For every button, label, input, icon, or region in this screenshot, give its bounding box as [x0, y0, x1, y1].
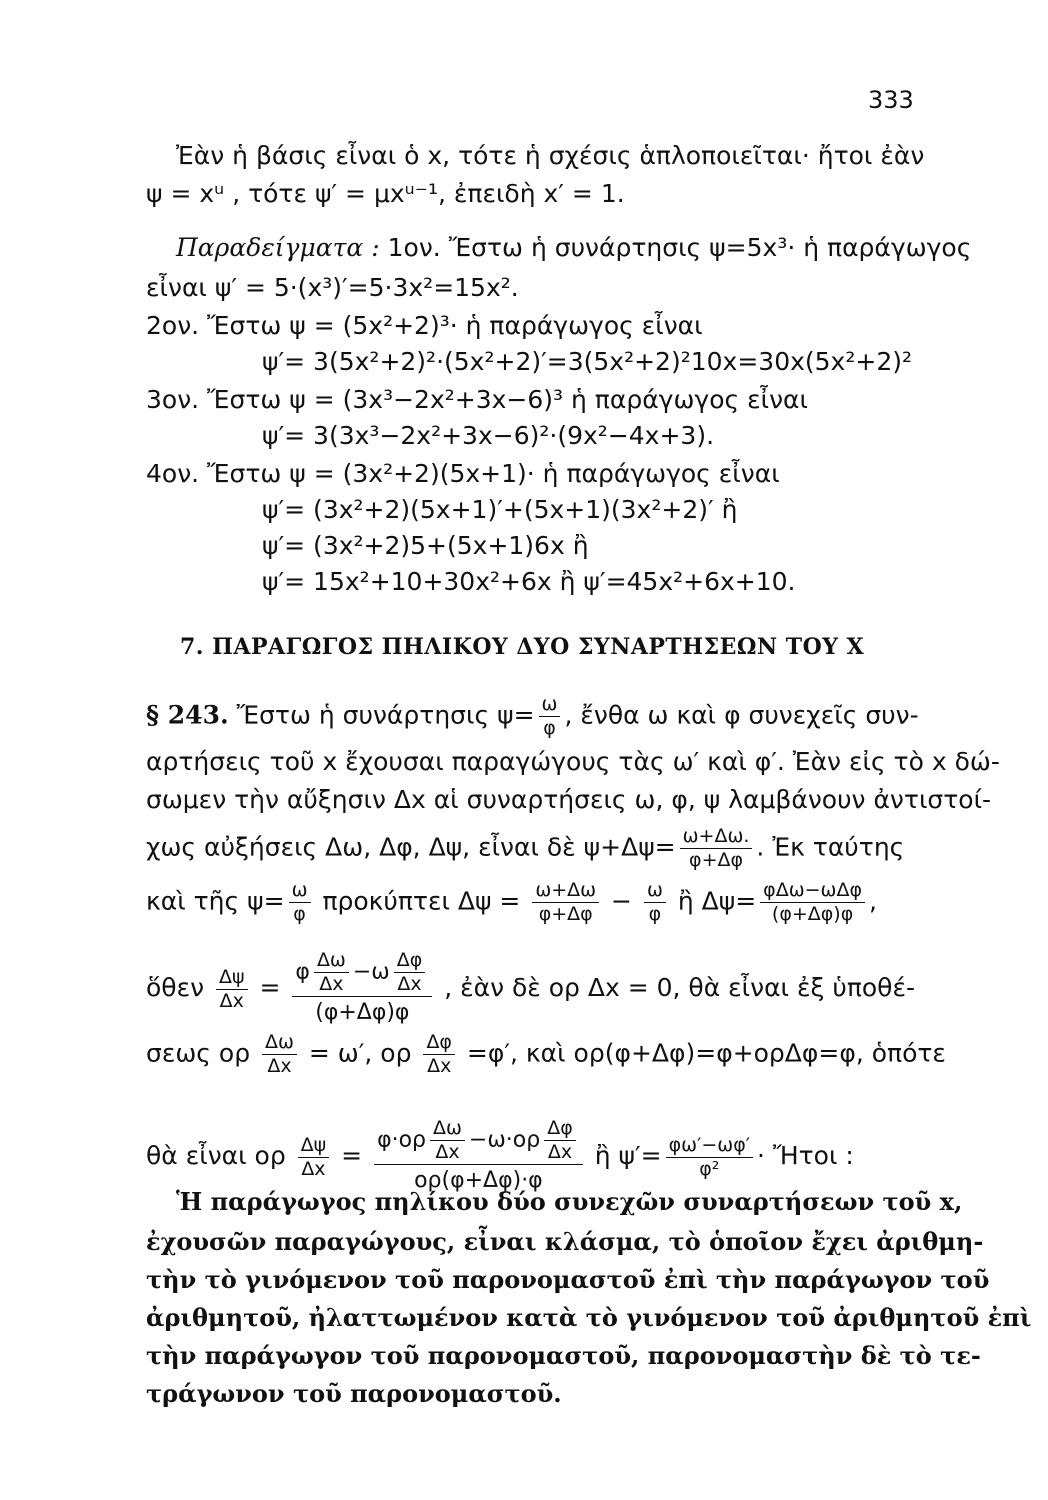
paragraph-line-7: σεως ορ $\frac{\Delta\omega}{\Delta x}$ = ω′, ορ $\frac{\Delta\varphi}{\Delta x}$ =φ′, καὶ ορ(φ+Δφ)=φ+ορΔφ=φ, ὁπότε — [146, 1031, 946, 1077]
paragraph-line-6: ὅθεν $\frac{\Delta\psi}{\Delta x}$ = φ $\frac{\Delta\omega}{\Delta x}$ −ω $\frac{\Delta\varphi}{\Delta x}$ (φ+Δφ)φ , ἐὰν δὲ ορ Δx = 0, θὰ εἶναι ἐξ ὑποθέ- — [146, 950, 915, 1028]
page-number: 333 — [868, 86, 914, 114]
paragraph-line-8: θὰ εἶναι ορ $\frac{\Delta\psi}{\Delta x}$ = φ·ορ $\frac{\Delta\omega}{\Delta x}$ −ω·ορ $\frac{\Delta\varphi}{\Delta x}$ ορ(φ+Δφ)·φ ἢ ψ′= $\frac{\varphi\omega'-\omega\varphi'}{\text{φ²}}$ · Ἤτοι : — [146, 1118, 854, 1196]
paragraph-line-3: σωμεν τὴν αὔξησιν Δx αἱ συναρτήσεις ω, φ, ψ λαμβάνουν ἀντιστοί- — [146, 785, 992, 814]
fraction: $\frac{\varphi\omega'-\omega\varphi'}{\text{φ²}}$ — [666, 1135, 753, 1180]
compound-fraction: φ·ορ $\frac{\Delta\omega}{\Delta x}$ −ω·ορ $\frac{\Delta\varphi}{\Delta x}$ ορ(φ+Δφ)·φ — [374, 1118, 583, 1196]
example-4-intro: 4ον. Ἔστω ψ = (3x²+2)(5x+1)· ἡ παράγωγος εἶναι — [146, 459, 780, 488]
example-3-result: ψ′= 3(3x³−2x²+3x−6)²·(9x²−4x+3). — [262, 421, 715, 450]
example-1-result: εἶναι ψ′ = 5·(x³)′=5·3x²=15x². — [146, 273, 519, 302]
example-2-intro: 2ον. Ἔστω ψ = (5x²+2)³· ἡ παράγωγος εἶναι — [146, 311, 703, 340]
fraction: $\frac{\Delta\varphi}{\Delta x}$ — [423, 1032, 455, 1077]
section-heading: 7. ΠΑΡΑΓΩΓΟΣ ΠΗΛΙΚΟΥ ΔΥΟ ΣΥΝΑΡΤΗΣΕΩΝ ΤΟΥ X — [180, 634, 865, 660]
fraction: $\frac{\omega}{\varphi}$ — [644, 880, 666, 925]
intro-line-1: Ἐὰν ἡ βάσις εἶναι ὁ x, τότε ἡ σχέσις ἁπλοποιεῖται· ἤτοι ἐὰν — [176, 141, 925, 170]
theorem-line-1: Ἡ παράγωγος πηλίκου δύο συνεχῶν συναρτήσεων τοῦ x, — [176, 1187, 963, 1216]
fraction: $\frac{\omega}{\varphi}$ — [289, 880, 311, 925]
paragraph-line-4: χως αὐξήσεις Δω, Δφ, Δψ, εἶναι δὲ ψ+Δψ= $\frac{\omega+\Delta\omega.}{\varphi+\Delta\varphi}$ . Ἐκ ταύτης — [146, 825, 905, 871]
theorem-line-5: τὴν παράγωγον τοῦ παρονομαστοῦ, παρονομαστὴν δὲ τὸ τε- — [146, 1341, 981, 1370]
paragraph-number: § 243. — [146, 700, 229, 730]
theorem-line-3: τὴν τὸ γινόμενον τοῦ παρονομαστοῦ ἐπὶ τὴν παράγωγον τοῦ — [146, 1265, 990, 1294]
fraction: $\frac{\Delta\omega}{\Delta x}$ — [262, 1032, 297, 1077]
example-4-step-2: ψ′= (3x²+2)5+(5x+1)6x ἢ — [262, 531, 589, 560]
example-4-step-3: ψ′= 15x²+10+30x²+6x ἢ ψ′=45x²+6x+10. — [262, 567, 796, 596]
example-1-intro: 1ον. Ἔστω ἡ συνάρτησις ψ=5x³· ἡ παράγωγος — [387, 233, 972, 262]
fraction: $\frac{\omega+\Delta\omega.}{\varphi+\Delta\varphi}$ — [680, 826, 753, 871]
intro-line-2: ψ = xᵘ , τότε ψ′ = μxᵘ⁻¹, ἐπειδὴ x′ = 1. — [146, 179, 625, 208]
theorem-line-2: ἐχουσῶν παραγώγους, εἶναι κλάσμα, τὸ ὁποῖον ἔχει ἀριθμη- — [146, 1227, 984, 1256]
fraction: $\frac{\text{φΔω−ωΔφ}}{(\varphi+\Delta\varphi)\varphi}$ — [760, 880, 865, 925]
fraction: $\frac{\Delta\psi}{\Delta x}$ — [298, 1135, 330, 1180]
example-2-result: ψ′= 3(5x²+2)²·(5x²+2)′=3(5x²+2)²10x=30x(5x²+2)² — [262, 347, 912, 376]
paragraph-line-2: αρτήσεις τοῦ x ἔχουσαι παραγώγους τὰς ω′ καὶ φ′. Ἐὰν εἰς τὸ x δώ- — [146, 747, 1000, 776]
theorem-line-6: τράγωνον τοῦ παρονομαστοῦ. — [146, 1379, 562, 1408]
example-4-step-1: ψ′= (3x²+2)(5x+1)′+(5x+1)(3x²+2)′ ἢ — [262, 495, 738, 524]
compound-fraction: φ $\frac{\Delta\omega}{\Delta x}$ −ω $\frac{\Delta\varphi}{\Delta x}$ (φ+Δφ)φ — [292, 950, 432, 1028]
fraction: $\frac{\Delta\psi}{\Delta x}$ — [216, 967, 248, 1012]
fraction: $\frac{\omega}{\varphi}$ — [539, 694, 561, 739]
theorem-line-4: ἀριθμητοῦ, ἠλαττωμένον κατὰ τὸ γινόμενον τοῦ ἀριθμητοῦ ἐπὶ — [146, 1303, 1032, 1332]
example-3-intro: 3ον. Ἔστω ψ = (3x³−2x²+3x−6)³ ἡ παράγωγος εἶναι — [146, 385, 808, 414]
paragraph-line-1: § 243. Ἔστω ἡ συνάρτησις ψ= $\frac{\omega}{\varphi}$ , ἔνθα ω καὶ φ συνεχεῖς συν- — [146, 693, 919, 739]
examples-label: Παραδείγματα : — [176, 233, 380, 262]
paragraph-line-5: καὶ τῆς ψ= $\frac{\omega}{\varphi}$ προκύπτει Δψ = $\frac{\omega+\Delta\omega}{\varphi+\Delta\varphi}$ − $\frac{\omega}{\varphi}$ ἢ Δψ= $\frac{\text{φΔω−ωΔφ}}{(\varphi+\Delta\varphi)\varphi}$ , — [146, 879, 877, 925]
fraction: $\frac{\omega+\Delta\omega}{\varphi+\Delta\varphi}$ — [532, 880, 599, 925]
examples-line-1 — [176, 232, 971, 264]
